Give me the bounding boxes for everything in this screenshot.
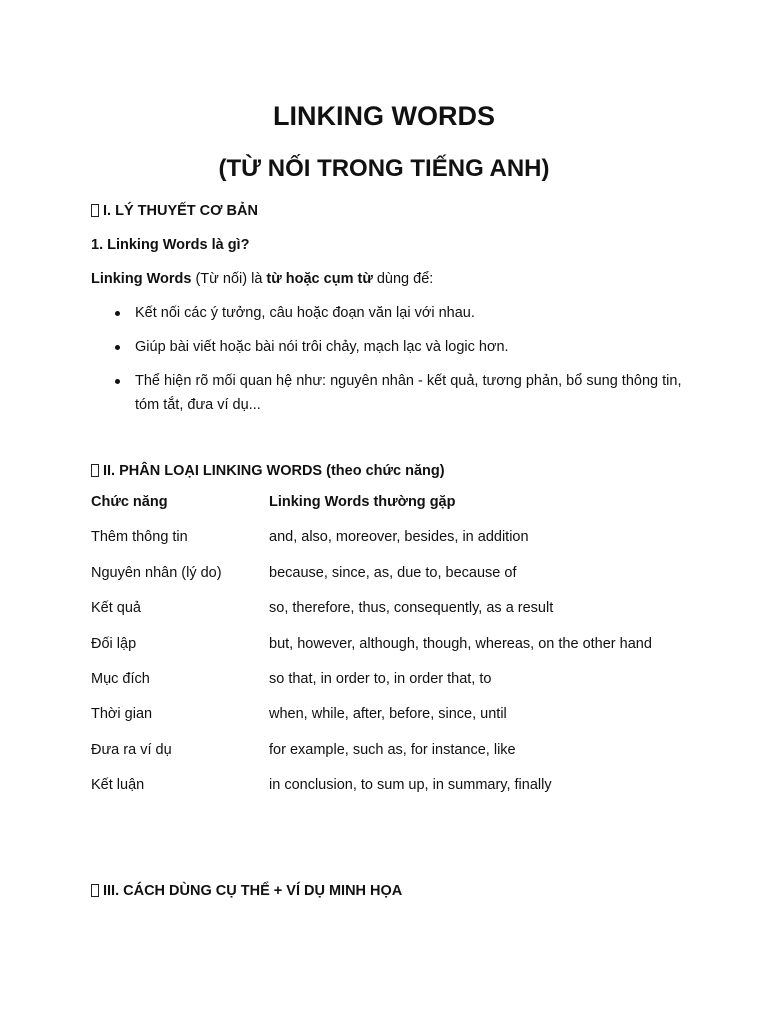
- table-cell-words: and, also, moreover, besides, in addition: [269, 529, 529, 546]
- table-cell-function: Thêm thông tin: [91, 529, 188, 546]
- table-cell-words: so, therefore, thus, consequently, as a result: [269, 600, 554, 617]
- section-1-heading: [91, 200, 258, 222]
- bullet-item: Thể hiện rõ mối quan hệ như: nguyên nhân - kết quả, tương phản, bổ sung thông tin, tóm tắt, đưa ví dụ...: [115, 369, 685, 417]
- table-row: [91, 742, 711, 777]
- section-3-heading: [91, 880, 402, 902]
- section-2-heading-text: II. PHÂN LOẠI LINKING WORDS (theo chức năng): [103, 463, 445, 479]
- table-header-words: Linking Words thường gặp: [269, 494, 456, 510]
- section-1-heading-text: I. LÝ THUYẾT CƠ BẢN: [103, 203, 258, 219]
- table-cell-words: for example, such as, for instance, like: [269, 741, 516, 758]
- table-cell-function: Đối lập: [91, 635, 137, 652]
- table-row: [91, 565, 711, 600]
- missing-glyph-icon: [91, 464, 99, 477]
- definition-paragraph: [91, 268, 433, 290]
- table-cell-function: Kết luận: [91, 777, 145, 794]
- table-cell-words: so that, in order to, in order that, to: [269, 670, 492, 687]
- purpose-bullet-list: [115, 301, 685, 427]
- table-cell-words: in conclusion, to sum up, in summary, finally: [269, 777, 552, 794]
- section-2-heading: [91, 460, 445, 482]
- document-subtitle: (TỪ NỐI TRONG TIẾNG ANH): [218, 155, 550, 182]
- table-cell-function: Thời gian: [91, 706, 153, 723]
- table-cell-function: Đưa ra ví dụ: [91, 741, 172, 758]
- table-cell-words: because, since, as, due to, because of: [269, 564, 517, 581]
- table-cell-words: when, while, after, before, since, until: [269, 706, 507, 723]
- table-row: [91, 706, 711, 741]
- table-header-function: Chức năng: [91, 494, 168, 510]
- table-cell-function: Kết quả: [91, 600, 141, 617]
- missing-glyph-icon: [91, 204, 99, 217]
- table-cell-function: Nguyên nhân (lý do): [91, 564, 222, 581]
- table-row: [91, 600, 711, 635]
- table-header-row: [91, 494, 711, 529]
- table-row: [91, 777, 711, 812]
- definition-part-2: dùng để:: [372, 271, 434, 287]
- definition-part-1: (Từ nối) là: [191, 271, 267, 287]
- table-cell-function: Mục đích: [91, 670, 150, 687]
- missing-glyph-icon: [91, 884, 99, 897]
- table-row: [91, 671, 711, 706]
- section-3-heading-text: III. CÁCH DÙNG CỤ THỂ + VÍ DỤ MINH HỌA: [103, 883, 403, 899]
- section-1-subheading: 1. Linking Words là gì?: [91, 237, 250, 253]
- document-title: LINKING WORDS: [273, 101, 495, 131]
- table-row: [91, 529, 711, 564]
- bullet-item: Giúp bài viết hoặc bài nói trôi chảy, mạch lạc và logic hơn.: [115, 335, 685, 359]
- bullet-item: Kết nối các ý tưởng, câu hoặc đoạn văn lại với nhau.: [115, 301, 685, 325]
- definition-emphasis: từ hoặc cụm từ: [266, 271, 373, 287]
- definition-term: Linking Words: [91, 271, 192, 287]
- table-row: [91, 636, 711, 671]
- table-cell-words: but, however, although, though, whereas, on the other hand: [269, 635, 652, 652]
- linking-words-table: [91, 494, 711, 813]
